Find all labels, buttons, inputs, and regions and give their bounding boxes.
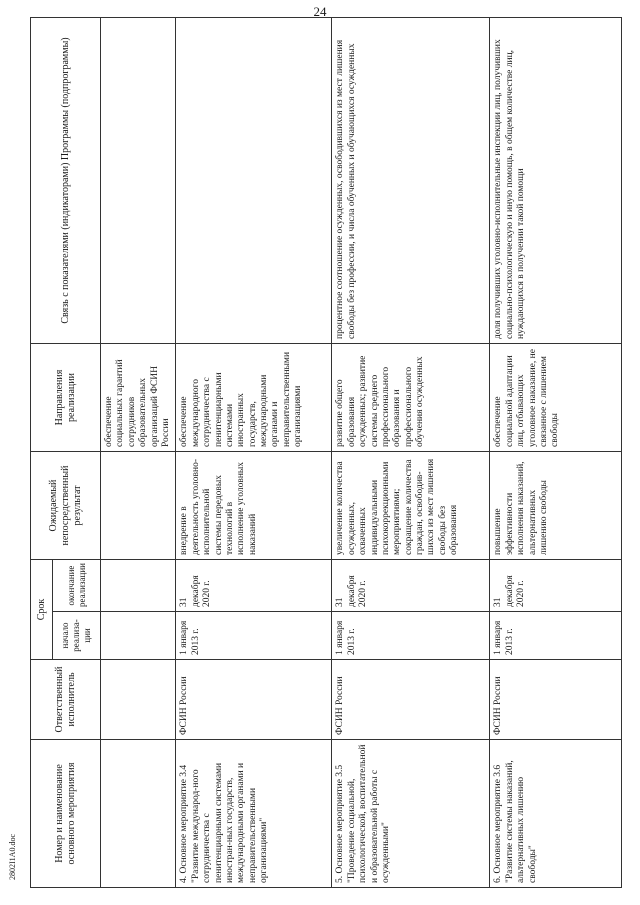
indicators: доля получивших уголовно-исполнительные инспекции лиц, получивших социально-психологическую и иную помощь, в общем количестве лиц, нуждающихся в получении такой помощи bbox=[490, 18, 622, 344]
indicators: процентное соотношение осужденных, освободившихся из мест лишения свободы без профессии, и числа обученных и обучающихся осужденных bbox=[332, 18, 490, 344]
table-row bbox=[490, 18, 622, 888]
expected-result: увеличение количества осужденных, охваченных индивидуальными психокоррекционными мероприятиями; сокращение количества граждан, освободив-шихся из мест лишения свободы без образования bbox=[332, 452, 490, 560]
header-term: Срок bbox=[31, 560, 53, 660]
table-row bbox=[101, 18, 176, 888]
table-row bbox=[176, 18, 332, 888]
page-number: 24 bbox=[313, 4, 327, 19]
directions: обеспечение международного сотрудничества с пенитенциарными системами иностранных государств, международными органами и неправительственными организациями bbox=[176, 344, 332, 452]
document-footer: 2802I1A0.doc bbox=[8, 834, 17, 880]
expected-result: внедрение в деятельность уголовно-исполнительной системы передовых технологий в исполнение уголовных наказаний bbox=[176, 452, 332, 560]
expected-result: повышение эффективности исполнения наказаний, альтернативных лишению свободы bbox=[490, 452, 622, 560]
start-date: 1 января 2013 г. bbox=[490, 612, 622, 660]
header-directions: Направления реализации bbox=[31, 344, 101, 452]
table-row bbox=[332, 18, 490, 888]
directions: развитие общего образования осужденных; развитие системы среднего профессионального образования и профессионального обучения осужденных bbox=[332, 344, 490, 452]
measure-name: Основное мероприятие 3.4 "Развитие международ-ного сотрудничества с пенитенциарными системами иностран-ных государств, международными органами и неправительственными организациями" bbox=[179, 762, 270, 883]
rotated-table-container bbox=[30, 18, 620, 888]
measure-name: Основное мероприятие 3.5 "Проведение социальной, психологической, воспитательной и образовательной работы с осужденными" bbox=[335, 744, 391, 883]
header-number-and-name: Номер и наименование основного мероприятия bbox=[31, 740, 101, 888]
continuation-directions: обеспечение социальных гарантий сотрудников образовательных организаций ФСИН России bbox=[101, 344, 176, 452]
row-number: 4. bbox=[179, 875, 190, 883]
start-date: 1 января 2013 г. bbox=[176, 612, 332, 660]
row-number: 5. bbox=[335, 875, 346, 883]
end-date: 31 декабря 2020 г. bbox=[176, 560, 332, 612]
end-date: 31 декабря 2020 г. bbox=[490, 560, 622, 612]
directions: обеспечение социальной адаптации лиц, отбывающих уголовное наказание, не связанное с лишением свободы bbox=[490, 344, 622, 452]
row-number: 6. bbox=[493, 875, 504, 883]
end-date: 31 декабря 2020 г. bbox=[332, 560, 490, 612]
header-result: Ожидаемый непосредственный результат bbox=[31, 452, 101, 560]
executor: ФСИН России bbox=[332, 660, 490, 740]
executor: ФСИН России bbox=[176, 660, 332, 740]
program-measures-table bbox=[30, 17, 622, 888]
executor: ФСИН России bbox=[490, 660, 622, 740]
start-date: 1 января 2013 г. bbox=[332, 612, 490, 660]
header-start: начало реализа-ции bbox=[53, 612, 101, 660]
header-executor: Ответственный исполнитель bbox=[31, 660, 101, 740]
header-indicators: Связь с показателями (индикаторами) Программы (подпрограммы) bbox=[31, 18, 101, 344]
header-end: окончание реализации bbox=[53, 560, 101, 612]
measure-name: Основное мероприятие 3.6 "Развитие системы наказаний, альтернативных лишению свободы" bbox=[493, 760, 538, 883]
indicators bbox=[176, 18, 332, 344]
